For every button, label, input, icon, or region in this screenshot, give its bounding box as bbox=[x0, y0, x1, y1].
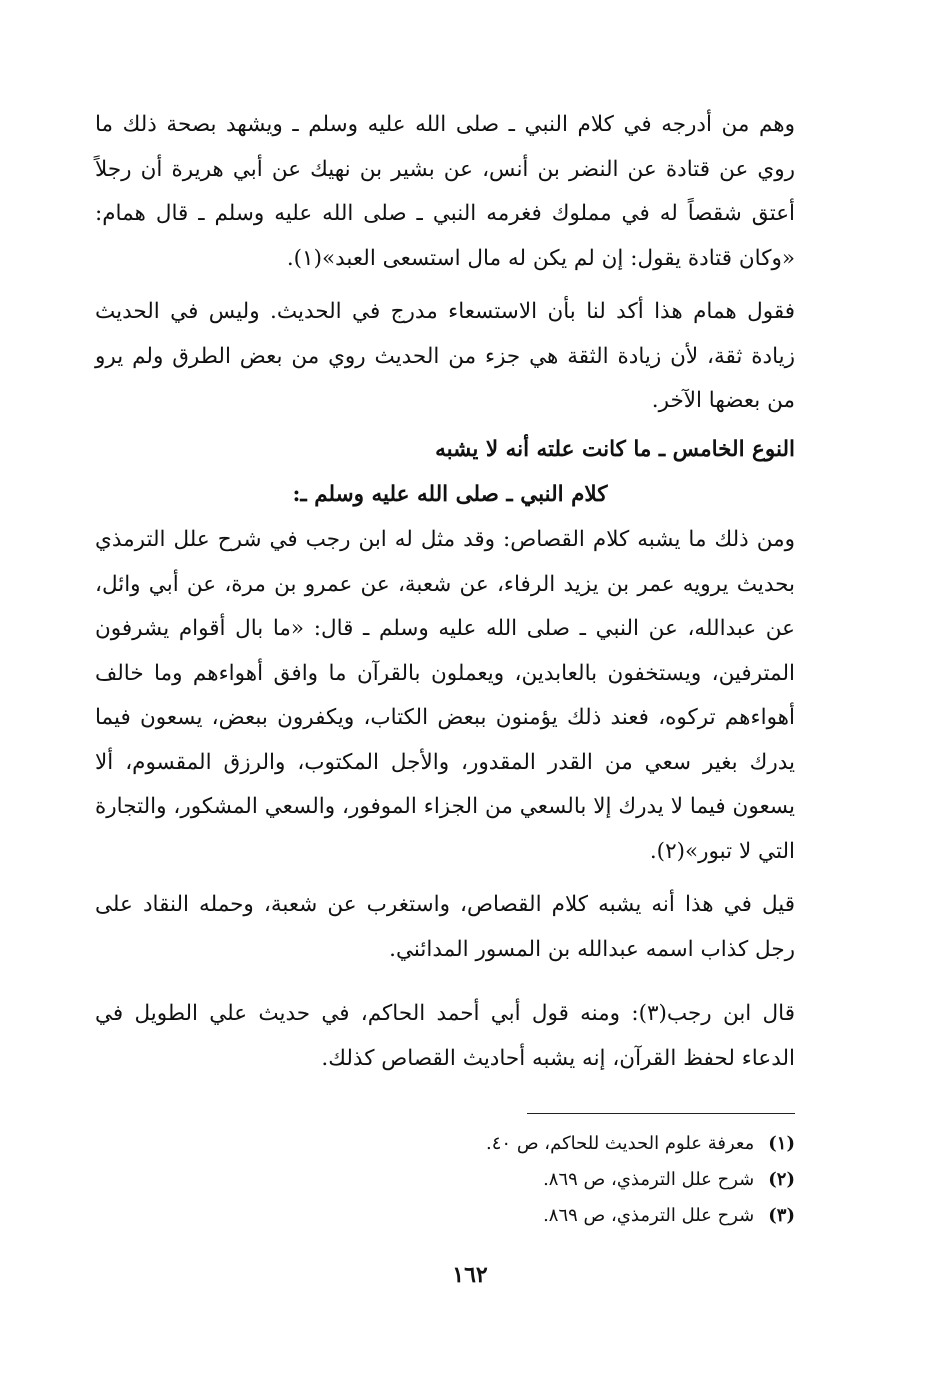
footnotes bbox=[380, 1126, 795, 1234]
section-heading-line-1: النوع الخامس ـ ما كانت علته أنه لا يشبه bbox=[435, 437, 795, 462]
footnote-number: (١) bbox=[768, 1133, 795, 1154]
footnote-1 bbox=[380, 1126, 795, 1162]
paragraph-1: وهم من أدرجه في كلام النبي ـ صلى الله عليه وسلم ـ ويشهد بصحة ذلك ما روي عن قتادة عن النضر بن أنس، عن بشير بن نهيك عن أبي هريرة أن رجلاً أعتق شقصاً له في مملوك فغرمه النبي ـ صلى الله عليه وسلم ـ قال همام: «وكان قتادة يقول: إن لم يكن له مال استسعى العبد»(١). bbox=[95, 112, 795, 271]
footnote-3 bbox=[380, 1198, 795, 1234]
paragraph-4: قيل في هذا أنه يشبه كلام القصاص، واستغرب عن شعبة، وحمله النقاد على رجل كذاب اسمه عبدالله بن المسور المدائني. bbox=[95, 892, 795, 962]
footnote-text: شرح علل الترمذي، ص ٨٦٩. bbox=[543, 1205, 755, 1226]
footnote-number: (٢) bbox=[768, 1169, 795, 1190]
footnote-number: (٣) bbox=[768, 1205, 795, 1226]
page-number: ١٦٢ bbox=[452, 1262, 488, 1288]
paragraph-5: قال ابن رجب(٣): ومنه قول أبي أحمد الحاكم، في حديث علي الطويل في الدعاء لحفظ القرآن، إنه يشبه أحاديث القصاص كذلك. bbox=[95, 1001, 795, 1071]
footnote-text: شرح علل الترمذي، ص ٨٦٩. bbox=[543, 1169, 755, 1190]
footnote-divider bbox=[527, 1113, 795, 1114]
section-heading-line-2: كلام النبي ـ صلى الله عليه وسلم ـ: bbox=[292, 482, 608, 507]
footnote-2 bbox=[380, 1162, 795, 1198]
paragraph-3: ومن ذلك ما يشبه كلام القصاص: وقد مثل له ابن رجب في شرح علل الترمذي بحديث يرويه عمر بن يزيد الرفاء، عن شعبة، عن عمرو بن مرة، عن أبي وائل، عن عبدالله، عن النبي ـ صلى الله عليه وسلم ـ قال: «ما بال أقوام يشرفون المترفين، ويستخفون بالعابدين، ويعملون بالقرآن ما وافق أهواءهم وما خالف أهواءهم تركوه، فعند ذلك يؤمنون ببعض الكتاب، ويكفرون ببعض، يسعون فيما يدرك بغير سعي من القدر المقدور، والأجل المكتوب، والرزق المقسوم، ألا يسعون فيما لا يدرك إلا بالسعي من الجزاء الموفور، والسعي المشكور، والتجارة التي لا تبور»(٢). bbox=[95, 527, 795, 864]
footnote-text: معرفة علوم الحديث للحاكم، ص ٤٠. bbox=[486, 1133, 755, 1154]
paragraph-2: فقول همام هذا أكد لنا بأن الاستسعاء مدرج في الحديث. وليس في الحديث زيادة ثقة، لأن زيادة الثقة هي جزء من الحديث روي من بعض الطرق ولم يرو من بعضها الآخر. bbox=[95, 299, 795, 413]
